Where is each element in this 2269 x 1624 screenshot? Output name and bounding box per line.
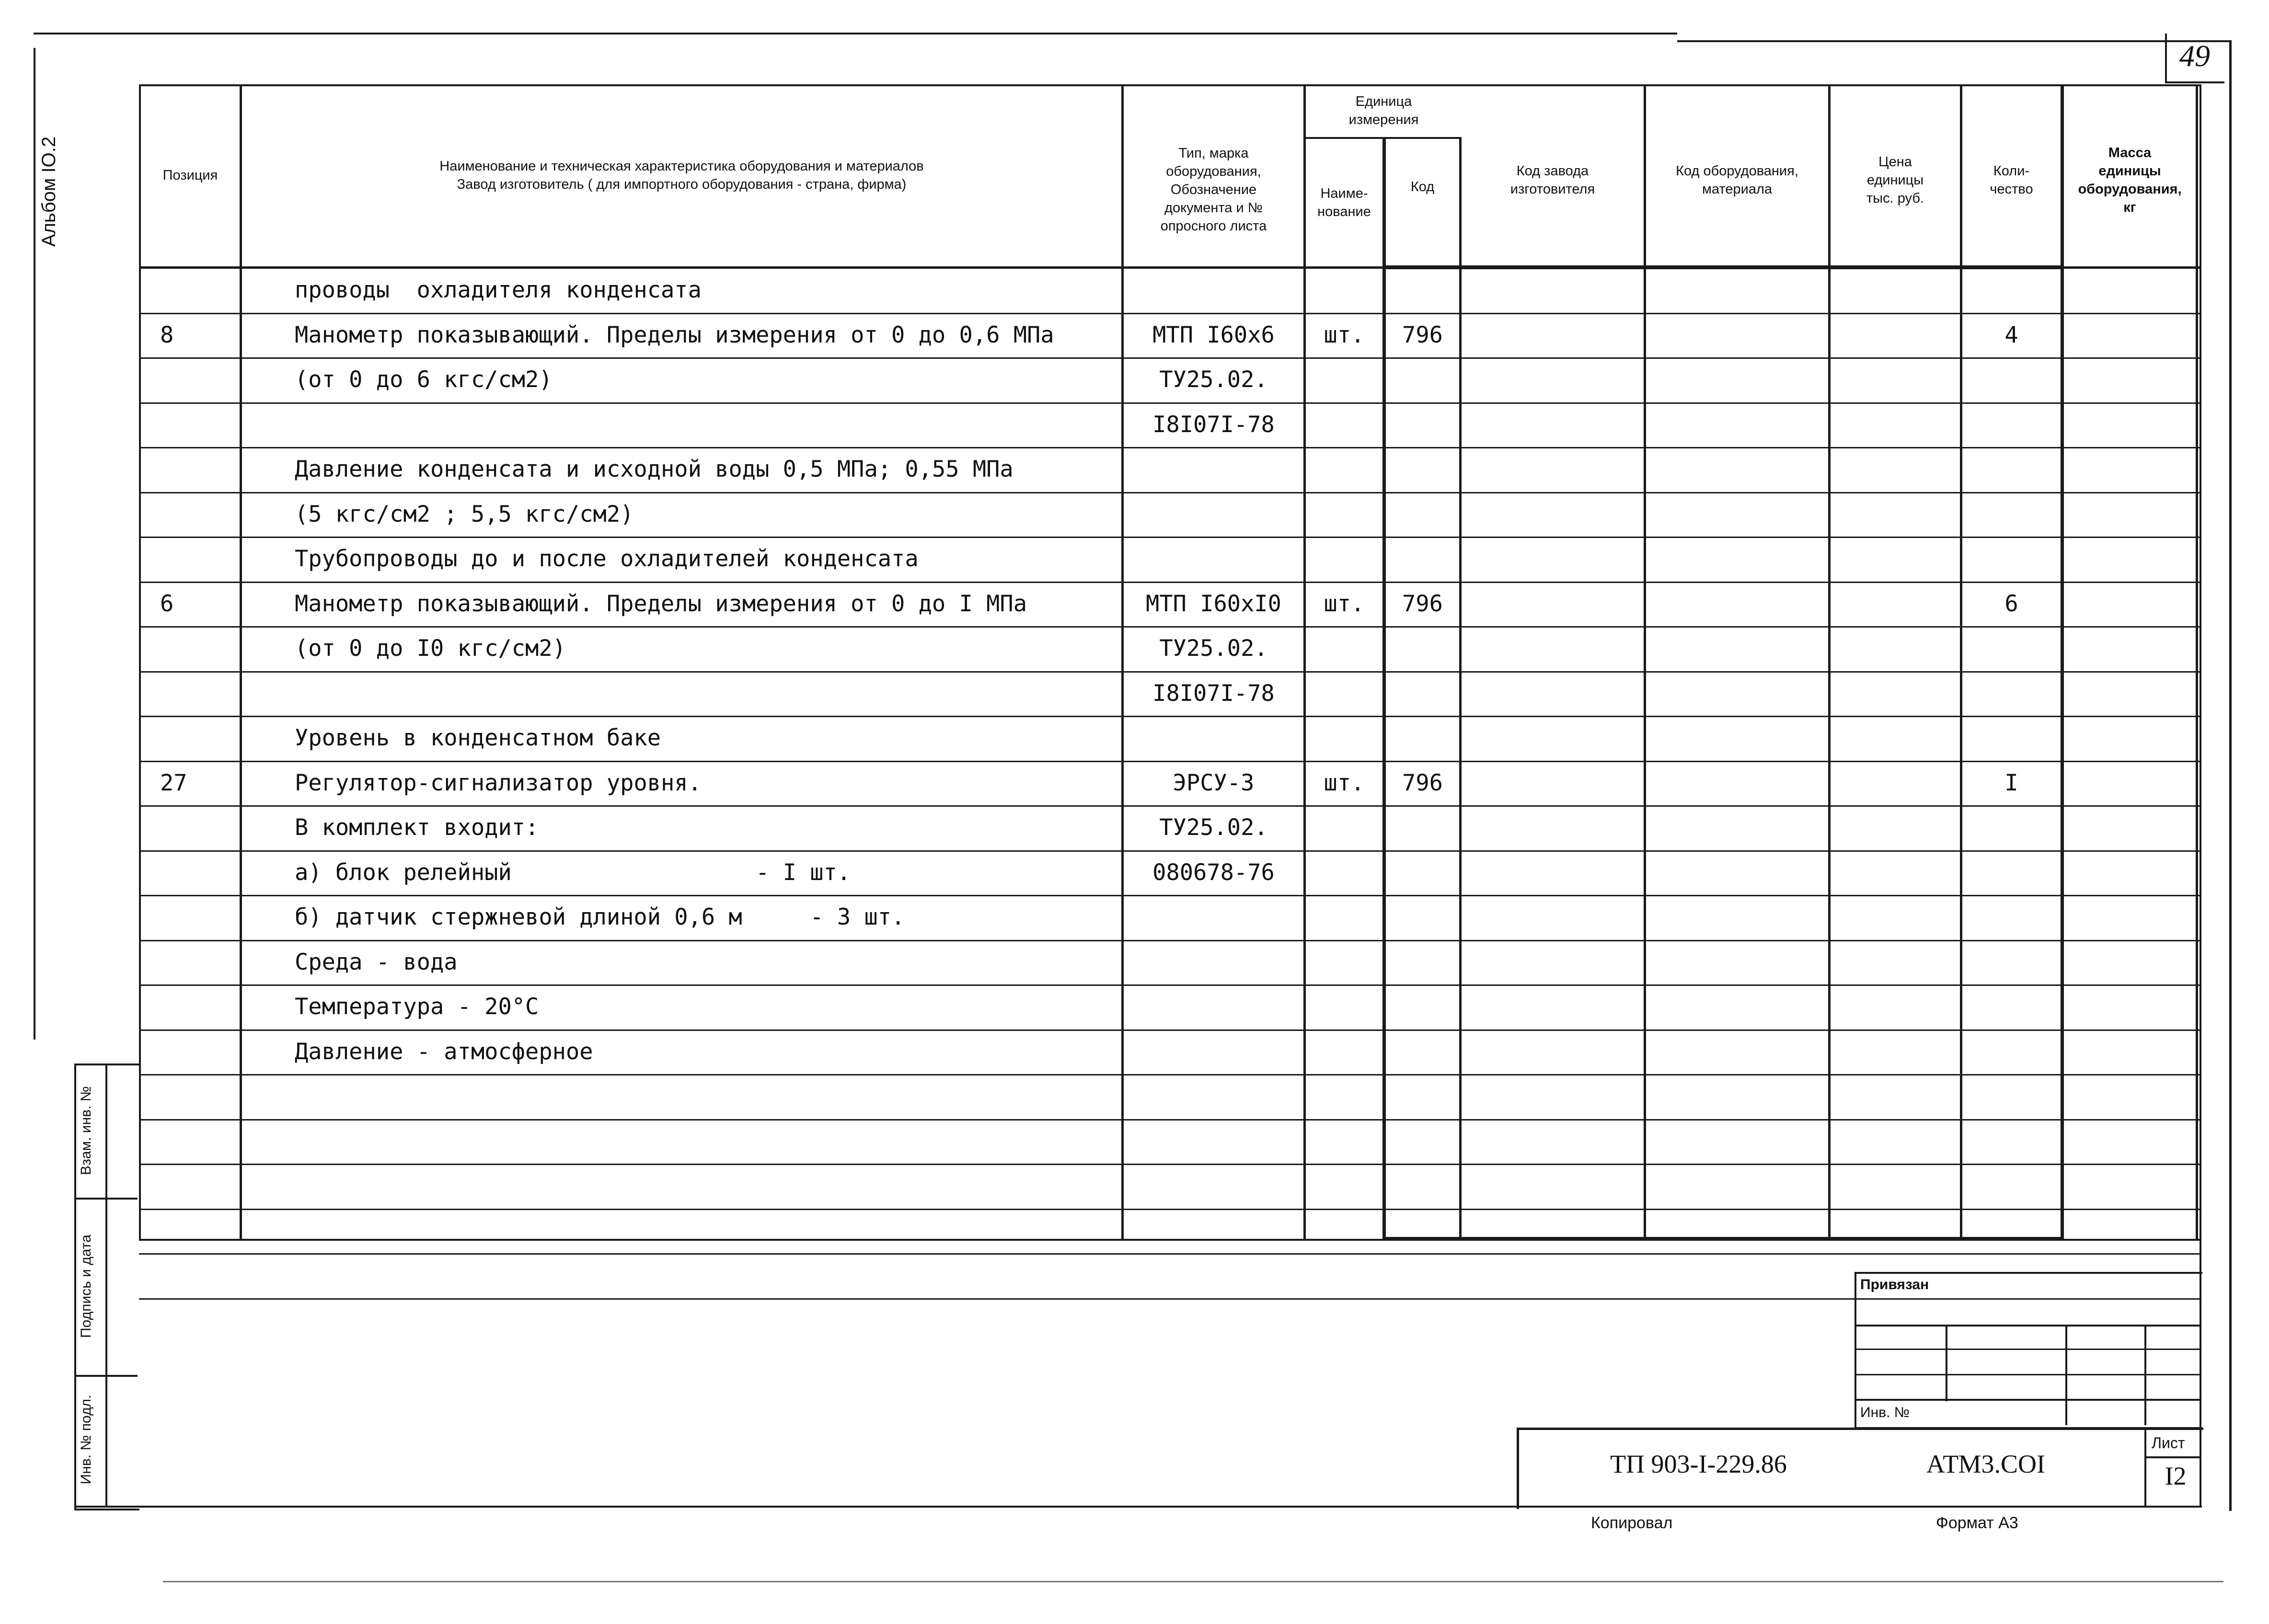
cell-type: I8I07I-78 (1152, 680, 1275, 707)
table-row (139, 806, 2200, 851)
sheet-label: Лист (2152, 1434, 2185, 1452)
cell-qty: 6 (2004, 590, 2018, 617)
table-row (139, 493, 2200, 538)
cell-name: Давление конденсата и исходной воды 0,5 МПа; 0,55 МПа (295, 456, 1014, 482)
cell-name: В комплект входит: (295, 814, 539, 841)
cell-name: Манометр показывающий. Пределы измерения от 0 до 0,6 МПа (295, 321, 1054, 348)
frame-left-line (34, 48, 35, 1040)
cell-name: б) датчик стержневой длиной 0,6 м - 3 шт. (295, 904, 905, 930)
table-row (139, 1075, 2200, 1120)
table-row (139, 358, 2200, 403)
designation: ТП 903-I-229.86 (1610, 1450, 1787, 1478)
frame-top-line (34, 33, 1677, 34)
cell-type: МТП I60xI0 (1146, 590, 1281, 617)
table-row (139, 314, 2200, 359)
table-row (139, 717, 2200, 762)
side-stamp-split-2 (74, 1375, 138, 1377)
cell-type: ТУ25.02. (1159, 635, 1268, 662)
cell-type: ТУ25.02. (1159, 814, 1268, 841)
cell-code: 796 (1402, 321, 1443, 348)
side-stamp-vzam: Взам. инв. № (78, 1086, 94, 1175)
sheet-number: I2 (2165, 1462, 2187, 1490)
cell-unit: шт. (1324, 769, 1365, 796)
table-row (139, 627, 2200, 672)
table-row (139, 583, 2200, 628)
header-name: Наименование и техническая характеристика оборудования и материалов Завод изготовитель ( для импортного оборудования - страна, фирма) (439, 159, 924, 192)
table-row (139, 896, 2200, 941)
page-number: 49 (2179, 39, 2210, 73)
table-row (139, 941, 2200, 986)
equipment-table (139, 84, 2200, 1241)
bottom-cut-line (163, 1581, 2223, 1582)
side-stamp-podpis: Подпись и дата (78, 1235, 94, 1338)
cell-name: (от 0 до 6 кгс/см2) (295, 366, 553, 393)
cell-qty: 4 (2004, 321, 2018, 348)
cell-type: I8I07I-78 (1152, 411, 1275, 438)
cell-code: 796 (1402, 590, 1443, 617)
table-row (139, 448, 2200, 493)
cell-type: МТП I60x6 (1152, 321, 1275, 348)
format-label: Формат А3 (1936, 1514, 2018, 1532)
cell-type: ЭРСУ-3 (1173, 769, 1255, 796)
inv-no-label: Инв. № (1860, 1405, 1910, 1420)
cell-name: Давление - атмосферное (295, 1038, 593, 1065)
frame-right-line (2229, 40, 2232, 1511)
side-stamp-split-1 (74, 1198, 138, 1200)
cell-name: Трубопроводы до и после охладителей конденсата (295, 546, 919, 572)
side-stamp-inner-line (105, 1064, 107, 1507)
header-unit-group: Единица измерения (1348, 94, 1419, 127)
table-row (139, 985, 2200, 1030)
table-row (139, 1030, 2200, 1075)
header-mass: Масса единицы оборудования, кг (2078, 145, 2182, 215)
cell-name: Температура - 20°C (295, 994, 539, 1020)
table-row (139, 403, 2200, 448)
cell-unit: шт. (1324, 321, 1365, 348)
cell-name: Уровень в конденсатном баке (295, 725, 661, 751)
cell-pos: 27 (160, 769, 187, 796)
cell-code: 796 (1402, 769, 1443, 796)
table-row (139, 1165, 2200, 1210)
cell-name: проводы охладителя конденсата (295, 277, 702, 303)
cell-qty: I (2004, 769, 2018, 796)
header-factory-code: Код завода изготовителя (1510, 163, 1595, 197)
side-stamp-inv: Инв. № подл. (78, 1395, 94, 1485)
header-equipment-code: Код оборудования, материала (1676, 163, 1798, 197)
header-price: Цена единицы тыс. руб. (1866, 154, 1924, 206)
cell-pos: 8 (160, 321, 174, 348)
header-unit-code: Код (1410, 179, 1435, 194)
cell-pos: 6 (160, 590, 174, 617)
table-row (139, 762, 2200, 807)
header-type: Тип, марка оборудования, Обозначение документа и № опросного листа (1160, 146, 1267, 234)
copied-label: Копировал (1591, 1514, 1673, 1532)
header-unit-name: Наиме- нование (1317, 186, 1371, 219)
cell-unit: шт. (1324, 590, 1365, 617)
table-row (139, 672, 2200, 717)
cell-name: (5 кгс/см2 ; 5,5 кгс/см2) (295, 501, 634, 527)
document-code: АТМ3.СОI (1926, 1450, 2046, 1478)
table-row (139, 1210, 2200, 1255)
table-row (139, 538, 2200, 583)
table-row (139, 851, 2200, 896)
header-position: Позиция (162, 168, 218, 183)
privyazan-label: Привязан (1860, 1277, 1929, 1292)
cell-name: а) блок релейный - I шт. (295, 859, 851, 886)
table-row (139, 1120, 2200, 1165)
cell-name: Регулятор-сигнализатор уровня. (295, 769, 702, 796)
header-quantity: Коли- чество (1990, 163, 2033, 197)
cell-name: (от 0 до I0 кгс/см2) (295, 635, 566, 662)
cell-type: 080678-76 (1152, 859, 1275, 886)
cell-name: Среда - вода (295, 949, 458, 975)
cell-name: Манометр показывающий. Пределы измерения от 0 до I МПа (295, 590, 1027, 617)
album-label: Альбом IO.2 (38, 136, 59, 247)
frame-top-line-right (1677, 40, 2231, 42)
table-row (139, 269, 2200, 314)
cell-type: ТУ25.02. (1159, 366, 1268, 393)
